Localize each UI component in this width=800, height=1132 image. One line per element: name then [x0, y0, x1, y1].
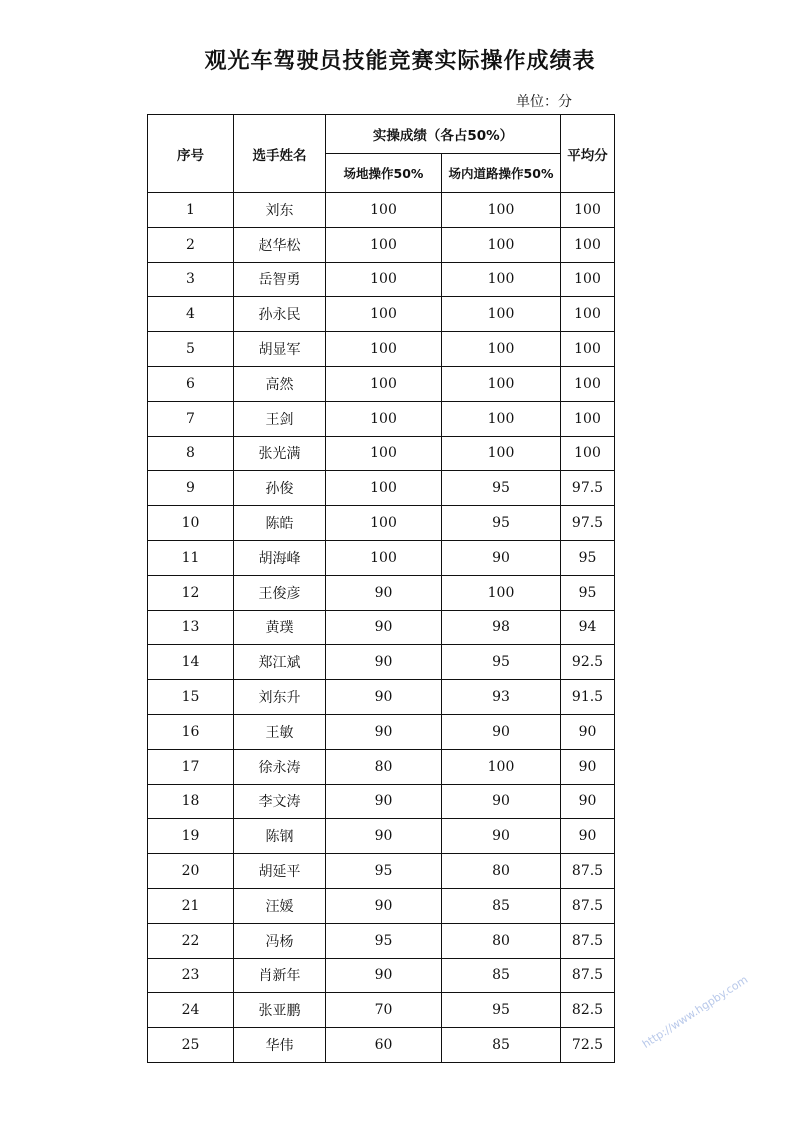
cell-road-score: 95 [442, 645, 561, 680]
cell-index: 21 [148, 888, 234, 923]
cell-name: 赵华松 [234, 227, 326, 262]
cell-site-score: 80 [326, 749, 442, 784]
cell-road-score: 95 [442, 993, 561, 1028]
header-index: 序号 [148, 115, 234, 193]
cell-site-score: 90 [326, 888, 442, 923]
cell-site-score: 100 [326, 332, 442, 367]
cell-name: 汪媛 [234, 888, 326, 923]
cell-name: 孙永民 [234, 297, 326, 332]
cell-index: 12 [148, 575, 234, 610]
cell-index: 1 [148, 193, 234, 228]
watermark: http://www.hgpby.com [640, 972, 751, 1051]
cell-name: 刘东 [234, 193, 326, 228]
unit-label: 单位：分 [516, 94, 572, 110]
cell-index: 8 [148, 436, 234, 471]
table-row [148, 401, 615, 436]
cell-road-score: 100 [442, 227, 561, 262]
cell-index: 25 [148, 1028, 234, 1063]
cell-name: 王俊彦 [234, 575, 326, 610]
cell-index: 19 [148, 819, 234, 854]
cell-average: 100 [561, 401, 615, 436]
cell-site-score: 90 [326, 645, 442, 680]
cell-index: 24 [148, 993, 234, 1028]
cell-site-score: 100 [326, 262, 442, 297]
cell-average: 100 [561, 193, 615, 228]
cell-index: 6 [148, 366, 234, 401]
cell-average: 82.5 [561, 993, 615, 1028]
cell-index: 13 [148, 610, 234, 645]
header-practical-group: 实操成绩（各占50%） [326, 115, 561, 154]
table-row [148, 575, 615, 610]
cell-index: 15 [148, 680, 234, 715]
cell-road-score: 90 [442, 784, 561, 819]
cell-index: 23 [148, 958, 234, 993]
cell-index: 3 [148, 262, 234, 297]
cell-site-score: 90 [326, 575, 442, 610]
cell-site-score: 100 [326, 401, 442, 436]
table-row [148, 471, 615, 506]
cell-site-score: 90 [326, 680, 442, 715]
cell-average: 92.5 [561, 645, 615, 680]
cell-road-score: 90 [442, 714, 561, 749]
cell-site-score: 70 [326, 993, 442, 1028]
header-road-operation: 场内道路操作50% [442, 154, 561, 193]
cell-name: 张光满 [234, 436, 326, 471]
cell-road-score: 93 [442, 680, 561, 715]
table-row [148, 227, 615, 262]
table-header [148, 115, 615, 193]
cell-site-score: 95 [326, 923, 442, 958]
table-row [148, 332, 615, 367]
cell-site-score: 90 [326, 958, 442, 993]
cell-site-score: 90 [326, 714, 442, 749]
cell-road-score: 95 [442, 506, 561, 541]
table-row [148, 819, 615, 854]
cell-average: 100 [561, 262, 615, 297]
cell-average: 87.5 [561, 923, 615, 958]
table-row [148, 680, 615, 715]
scores-table [147, 114, 615, 1063]
cell-name: 李文涛 [234, 784, 326, 819]
cell-average: 100 [561, 332, 615, 367]
cell-average: 90 [561, 714, 615, 749]
cell-site-score: 100 [326, 227, 442, 262]
cell-road-score: 100 [442, 297, 561, 332]
cell-road-score: 100 [442, 193, 561, 228]
cell-index: 14 [148, 645, 234, 680]
cell-site-score: 90 [326, 784, 442, 819]
cell-index: 4 [148, 297, 234, 332]
cell-average: 100 [561, 366, 615, 401]
cell-road-score: 100 [442, 749, 561, 784]
cell-road-score: 98 [442, 610, 561, 645]
cell-site-score: 60 [326, 1028, 442, 1063]
cell-average: 97.5 [561, 471, 615, 506]
cell-name: 胡海峰 [234, 540, 326, 575]
cell-name: 华伟 [234, 1028, 326, 1063]
cell-index: 5 [148, 332, 234, 367]
cell-average: 100 [561, 297, 615, 332]
cell-index: 18 [148, 784, 234, 819]
table-row [148, 610, 615, 645]
cell-average: 90 [561, 749, 615, 784]
cell-site-score: 100 [326, 506, 442, 541]
cell-name: 张亚鹏 [234, 993, 326, 1028]
cell-site-score: 100 [326, 436, 442, 471]
cell-name: 陈钢 [234, 819, 326, 854]
table-row [148, 436, 615, 471]
cell-index: 7 [148, 401, 234, 436]
cell-road-score: 85 [442, 888, 561, 923]
cell-road-score: 100 [442, 436, 561, 471]
cell-index: 9 [148, 471, 234, 506]
table-row [148, 262, 615, 297]
table-row [148, 1028, 615, 1063]
cell-name: 黄璞 [234, 610, 326, 645]
cell-average: 97.5 [561, 506, 615, 541]
cell-site-score: 90 [326, 610, 442, 645]
cell-name: 肖新年 [234, 958, 326, 993]
cell-road-score: 90 [442, 540, 561, 575]
cell-average: 91.5 [561, 680, 615, 715]
cell-average: 95 [561, 575, 615, 610]
cell-index: 10 [148, 506, 234, 541]
cell-site-score: 100 [326, 193, 442, 228]
table-row [148, 923, 615, 958]
table-row [148, 714, 615, 749]
cell-name: 王敏 [234, 714, 326, 749]
cell-average: 87.5 [561, 888, 615, 923]
table-row [148, 193, 615, 228]
cell-index: 17 [148, 749, 234, 784]
table-row [148, 854, 615, 889]
cell-average: 95 [561, 540, 615, 575]
cell-road-score: 90 [442, 819, 561, 854]
cell-average: 90 [561, 819, 615, 854]
table-row [148, 993, 615, 1028]
cell-average: 90 [561, 784, 615, 819]
cell-name: 王剑 [234, 401, 326, 436]
cell-name: 孙俊 [234, 471, 326, 506]
cell-name: 冯杨 [234, 923, 326, 958]
cell-road-score: 100 [442, 575, 561, 610]
cell-road-score: 100 [442, 366, 561, 401]
cell-name: 胡显军 [234, 332, 326, 367]
table-row [148, 888, 615, 923]
cell-name: 岳智勇 [234, 262, 326, 297]
cell-average: 87.5 [561, 854, 615, 889]
cell-index: 16 [148, 714, 234, 749]
cell-index: 2 [148, 227, 234, 262]
cell-name: 刘东升 [234, 680, 326, 715]
header-row-1 [148, 115, 615, 154]
cell-site-score: 100 [326, 297, 442, 332]
table-row [148, 297, 615, 332]
table-row [148, 958, 615, 993]
cell-name: 陈皓 [234, 506, 326, 541]
page-title: 观光车驾驶员技能竞赛实际操作成绩表 [204, 49, 596, 74]
cell-road-score: 100 [442, 332, 561, 367]
cell-name: 郑江斌 [234, 645, 326, 680]
table-row [148, 506, 615, 541]
cell-site-score: 100 [326, 540, 442, 575]
table-body [148, 193, 615, 1063]
header-name: 选手姓名 [234, 115, 326, 193]
cell-name: 高然 [234, 366, 326, 401]
cell-index: 20 [148, 854, 234, 889]
cell-name: 胡延平 [234, 854, 326, 889]
table-row [148, 540, 615, 575]
cell-road-score: 100 [442, 262, 561, 297]
header-average: 平均分 [561, 115, 615, 193]
table-row [148, 366, 615, 401]
cell-average: 94 [561, 610, 615, 645]
cell-index: 22 [148, 923, 234, 958]
cell-road-score: 80 [442, 923, 561, 958]
cell-site-score: 100 [326, 471, 442, 506]
cell-road-score: 100 [442, 401, 561, 436]
cell-road-score: 85 [442, 958, 561, 993]
cell-road-score: 80 [442, 854, 561, 889]
cell-road-score: 95 [442, 471, 561, 506]
table-row [148, 784, 615, 819]
cell-site-score: 95 [326, 854, 442, 889]
table-row [148, 749, 615, 784]
cell-average: 100 [561, 436, 615, 471]
cell-name: 徐永涛 [234, 749, 326, 784]
cell-site-score: 90 [326, 819, 442, 854]
cell-average: 87.5 [561, 958, 615, 993]
cell-average: 100 [561, 227, 615, 262]
cell-site-score: 100 [326, 366, 442, 401]
cell-index: 11 [148, 540, 234, 575]
header-site-operation: 场地操作50% [326, 154, 442, 193]
cell-average: 72.5 [561, 1028, 615, 1063]
cell-road-score: 85 [442, 1028, 561, 1063]
table-row [148, 645, 615, 680]
